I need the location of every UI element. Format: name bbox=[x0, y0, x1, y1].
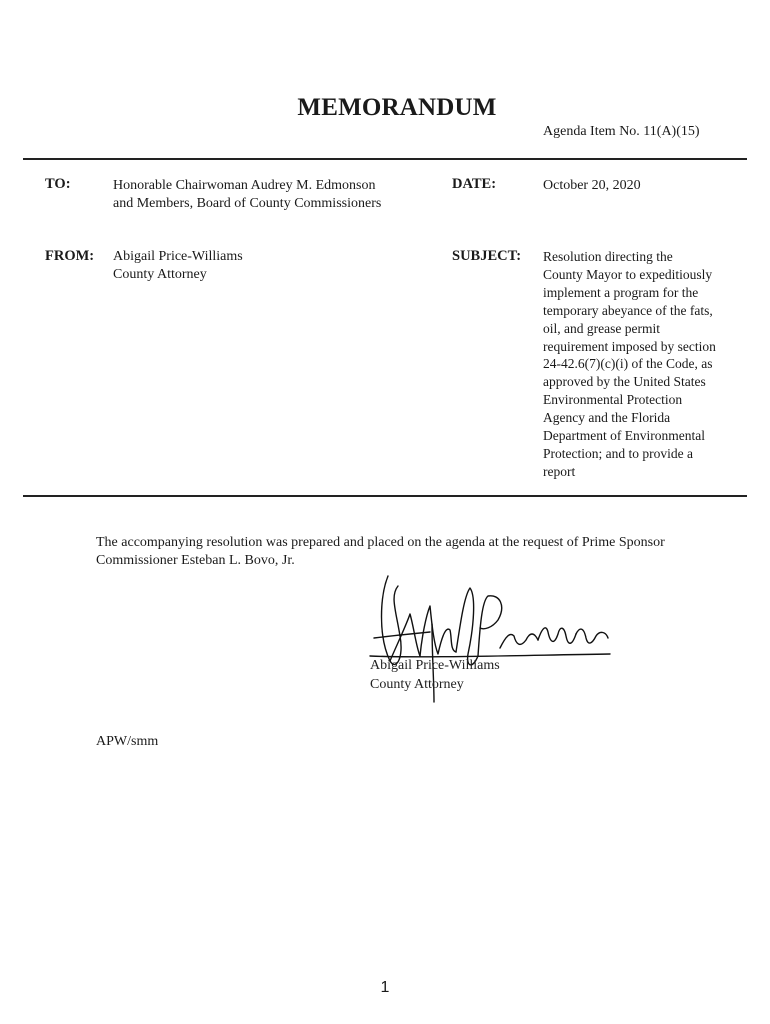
from-line-2: County Attorney bbox=[113, 267, 207, 282]
to-label: TO: bbox=[45, 176, 71, 192]
subject-line: approved by the United States bbox=[543, 374, 706, 390]
subject-line: requirement imposed by section bbox=[543, 338, 716, 354]
body-line-1: The accompanying resolution was prepared and placed on the agenda at the request of Prime Sponsor bbox=[96, 535, 665, 550]
top-divider bbox=[23, 158, 747, 160]
subject-line: Protection; and to provide a bbox=[543, 445, 693, 461]
subject-line: Agency and the Florida bbox=[543, 410, 671, 426]
subject-line: Department of Environmental bbox=[543, 428, 705, 444]
from-sender bbox=[113, 248, 243, 284]
date-value: October 20, 2020 bbox=[543, 178, 641, 193]
signer-title: County Attorney bbox=[370, 677, 464, 692]
date-label: DATE: bbox=[452, 176, 497, 192]
signer-name: Abigail Price-Williams bbox=[370, 658, 500, 673]
subject-line: Resolution directing the bbox=[543, 249, 673, 264]
subject-line: temporary abeyance of the fats, bbox=[543, 302, 713, 318]
subject-line: Environmental Protection bbox=[543, 392, 683, 408]
memo-title: MEMORANDUM bbox=[297, 94, 497, 121]
signature-block bbox=[370, 656, 500, 694]
from-label: FROM: bbox=[45, 248, 95, 264]
to-line-1: Honorable Chairwoman Audrey M. Edmonson bbox=[113, 178, 376, 193]
body-line-2: Commissioner Esteban L. Bovo, Jr. bbox=[96, 553, 295, 568]
subject-line: County Mayor to expeditiously bbox=[543, 266, 713, 282]
subject-line: oil, and grease permit bbox=[543, 320, 660, 336]
from-line-1: Abigail Price-Williams bbox=[113, 249, 243, 264]
subject-label: SUBJECT: bbox=[452, 248, 522, 264]
reference-initials: APW/smm bbox=[96, 734, 159, 749]
to-recipient bbox=[113, 177, 381, 213]
agenda-item-number: Agenda Item No. 11(A)(15) bbox=[543, 124, 700, 139]
subject-line: report bbox=[543, 463, 576, 479]
to-line-2: and Members, Board of County Commissioners bbox=[113, 196, 382, 211]
page-number: 1 bbox=[380, 979, 390, 996]
memo-body bbox=[96, 534, 736, 570]
bottom-divider bbox=[23, 495, 747, 497]
subject-text bbox=[543, 248, 743, 481]
subject-line: implement a program for the bbox=[543, 284, 699, 300]
subject-line: 24-42.6(7)(c)(i) of the Code, as bbox=[543, 356, 713, 372]
